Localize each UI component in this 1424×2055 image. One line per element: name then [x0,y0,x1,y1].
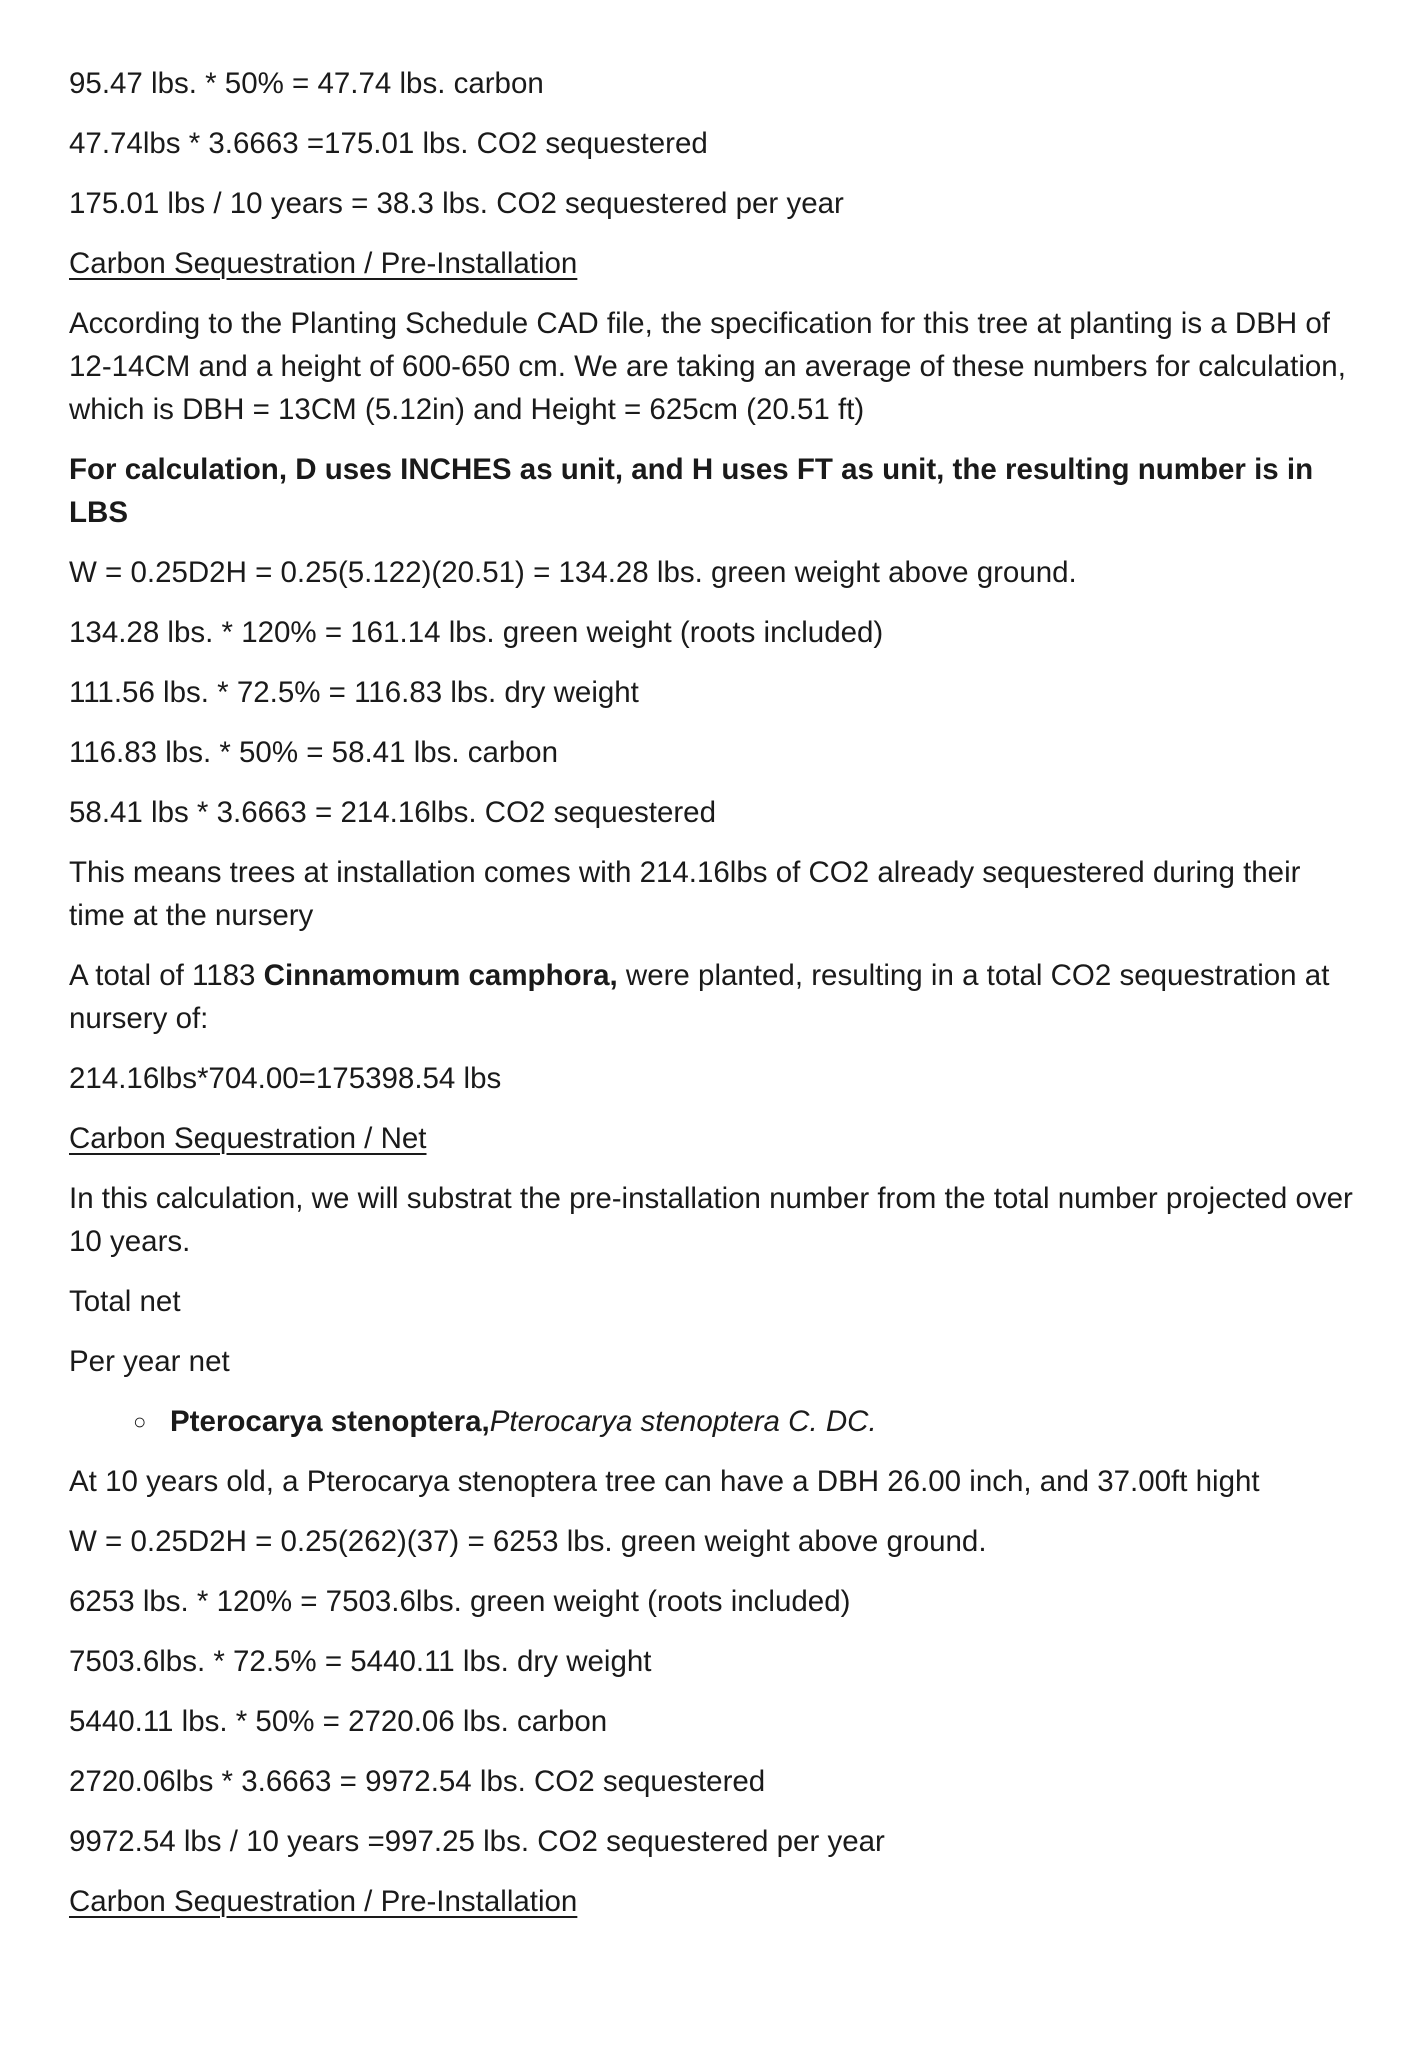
section-heading-pre-installation: Carbon Sequestration / Pre-Installation [69,247,578,280]
calc-line-dry-weight-2: 7503.6lbs. * 72.5% = 5440.11 lbs. dry weight [69,1645,652,1678]
calc-line-nursery-total: 214.16lbs*704.00=175398.54 lbs [69,1062,502,1095]
calc-line-carbon: 95.47 lbs. * 50% = 47.74 lbs. carbon [69,67,544,100]
calc-line-co2-2: 58.41 lbs * 3.6663 = 214.16lbs. CO2 sequestered [69,796,716,829]
document-page [69,62,1359,1940]
calc-line-roots: 134.28 lbs. * 120% = 161.14 lbs. green weight (roots included) [69,616,884,649]
species-bullet-item [69,1400,1359,1443]
total-net-label: Total net [69,1285,181,1318]
hollow-circle-bullet-icon: ○ [133,1409,147,1434]
net-calc-paragraph: In this calculation, we will substrat the pre-installation number from the total number projected over 10 years. [69,1182,1353,1258]
bullet-species-italic: Pterocarya stenoptera C. DC. [489,1405,877,1438]
calc-line-dry-weight: 111.56 lbs. * 72.5% = 116.83 lbs. dry weight [69,676,639,709]
nursery-note-paragraph: This means trees at installation comes with 214.16lbs of CO2 already sequestered during their time at the nursery [69,856,1301,932]
units-note: For calculation, D uses INCHES as unit, and H uses FT as unit, the resulting number is in LBS [69,453,1314,529]
calc-line-per-year: 175.01 lbs / 10 years = 38.3 lbs. CO2 sequestered per year [69,187,844,220]
total-planted-text-a: A total of 1183 [69,959,264,992]
calc-line-per-year-2: 9972.54 lbs / 10 years =997.25 lbs. CO2 sequestered per year [69,1825,885,1858]
species-name-bold: Cinnamomum camphora, [263,959,618,992]
section-heading-pre-installation-2: Carbon Sequestration / Pre-Installation [69,1885,578,1918]
planting-spec-paragraph: According to the Planting Schedule CAD file, the specification for this tree at planting is a DBH of 12-14CM and a height of 600-650 cm. We are taking an average of these numbers for calculation, which is DBH = 13CM (5.12in) and Height = 625cm (20.51 ft) [69,307,1346,426]
section-heading-net: Carbon Sequestration / Net [69,1122,427,1155]
calc-line-roots-2: 6253 lbs. * 120% = 7503.6lbs. green weight (roots included) [69,1585,851,1618]
total-planted-text-c: were planted, resulting in a total CO2 sequestration at nursery of: [69,959,1330,1035]
calc-line-growth: At 10 years old, a Pterocarya stenoptera tree can have a DBH 26.00 inch, and 37.00ft hight [69,1465,1260,1498]
calc-line-co2: 47.74lbs * 3.6663 =175.01 lbs. CO2 sequestered [69,127,708,160]
calc-line-carbon-2: 116.83 lbs. * 50% = 58.41 lbs. carbon [69,736,558,769]
calc-line-green-weight: W = 0.25D2H = 0.25(5.122)(20.51) = 134.28 lbs. green weight above ground. [69,556,1077,589]
calc-line-carbon-3: 5440.11 lbs. * 50% = 2720.06 lbs. carbon [69,1705,608,1738]
per-year-net-label: Per year net [69,1345,230,1378]
bullet-species-bold: Pterocarya stenoptera, [170,1405,490,1438]
calc-line-co2-3: 2720.06lbs * 3.6663 = 9972.54 lbs. CO2 sequestered [69,1765,766,1798]
calc-line-green-weight-2: W = 0.25D2H = 0.25(262)(37) = 6253 lbs. green weight above ground. [69,1525,987,1558]
total-planted-paragraph [69,954,1359,1040]
